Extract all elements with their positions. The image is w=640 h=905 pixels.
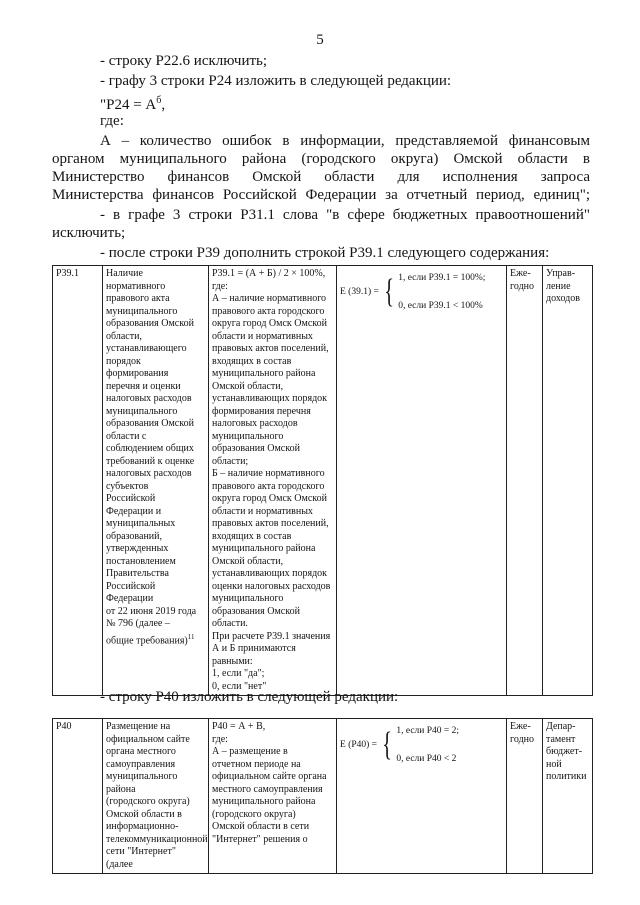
definition-a-line2: органом муниципального района (городского округа) Омской области в <box>52 151 590 167</box>
row-code-cell <box>53 266 103 696</box>
definition-a-line1: А – количество ошибок в информации, представляемой финансовым <box>100 133 590 149</box>
formula-r24-base: "Р24 = А <box>100 97 157 113</box>
instruction-r31-line1: - в графе 3 строки Р31.1 слова "в сфере бюджетных правоотношений" <box>100 207 590 223</box>
formula-r24-exponent: б <box>156 95 162 106</box>
formula-cell <box>209 266 337 696</box>
evaluation-piecewise <box>340 272 503 312</box>
evaluation-case-1: 1, если Р40 = 2; <box>396 726 460 736</box>
calculation-formula: Р40 = А + В, где: А – размещение в отчетном периоде на официальном сайте органа местного самоуправления муниципального района (городского округа) Омской области в сети "Интернет" решения о <box>212 721 327 845</box>
responsible-unit: Депар- тамент бюджет- ной политики <box>546 721 587 782</box>
table-row <box>53 266 593 696</box>
evaluation-case-2: 0, если Р40 < 2 <box>396 754 457 764</box>
definition-a-line3: Министерство финансов Омской области для исполнения запроса <box>52 169 590 185</box>
where-label: где: <box>100 113 124 129</box>
indicator-name-cell <box>103 266 209 696</box>
footnote-marker: 11 <box>187 632 195 641</box>
instruction-remove-row: - строку Р22.6 исключить; <box>100 53 268 69</box>
instruction-r31-line2: исключить; <box>52 225 126 241</box>
evaluation-cases <box>396 725 459 765</box>
table-row <box>53 719 593 874</box>
formula-r24 <box>100 92 165 114</box>
instruction-edit-r40: - строку Р40 изложить в следующей редакции: <box>100 689 399 705</box>
formula-cell <box>209 719 337 874</box>
table-r39-1 <box>52 265 593 696</box>
indicator-name-cell <box>103 719 209 874</box>
calculation-formula: Р39.1 = (А + Б) / 2 × 100%, где: А – наличие нормативного правового акта городского округа город Омск Омской области и нормативных правовых актов поселений, входящих в состав муниципального района Омской области, устанавливающих порядок формирования перечня налоговых расходов муниципального образования Омской области; Б – наличие нормативного правового акта городского округа город Омск Омской области и нормативных правовых актов поселений, входящих в состав муниципального района Омской области, устанавливающих порядок оценки налоговых расходов муниципального образования Омской области. При расчете Р39.1 значения А и Б принимаются равными: 1, если "да"; 0, если "нет" <box>212 268 331 692</box>
row-code-cell <box>53 719 103 874</box>
evaluation-case-2: 0, если Р39.1 < 100% <box>398 301 483 311</box>
definition-a-line4: Министерства финансов Российской Федерации за отчетный период, единиц"; <box>52 187 590 203</box>
indicator-name: Размещение на официальном сайте органа местного самоуправления муниципального района (городского округа) Омской области в информационно- телекоммуникационной сети "Интернет" (далее <box>106 721 208 870</box>
brace-glyph: { <box>384 273 394 310</box>
evaluation-label: Е (Р40) = <box>340 740 378 750</box>
brace-glyph: { <box>382 726 393 763</box>
instruction-add-r39-1: - после строки Р39 дополнить строкой Р39.1 следующего содержания: <box>100 245 550 261</box>
evaluation-cell <box>337 266 507 696</box>
evaluation-cases <box>398 272 485 312</box>
period-cell <box>507 266 543 696</box>
responsible-unit: Управ- ление доходов <box>546 268 580 304</box>
responsible-cell <box>543 719 593 874</box>
formula-r24-tail: , <box>161 97 166 113</box>
responsible-cell <box>543 266 593 696</box>
period: Еже- годно <box>510 268 535 292</box>
table-r40 <box>52 718 593 874</box>
evaluation-cell <box>337 719 507 874</box>
evaluation-piecewise <box>340 725 503 765</box>
period-cell <box>507 719 543 874</box>
row-code: Р39.1 <box>56 268 80 279</box>
evaluation-case-1: 1, если Р39.1 = 100%; <box>398 273 486 283</box>
row-code: Р40 <box>56 721 72 732</box>
evaluation-label: Е (39.1) = <box>340 287 379 297</box>
instruction-edit-r24: - графу 3 строки Р24 изложить в следующей редакции: <box>100 73 452 89</box>
indicator-name: Наличие нормативного правового акта муниципального образования Омской области, устанавливающего порядок формирования перечня и оценки налоговых расходов муниципального образования Омской области с соблюдением общих требований к оценке налоговых расходов субъектов Российской Федерации и муниципальных образований, утвержденных постановлением Правительства Российской Федерации от 22 июня 2019 года № 796 (далее – общие требования) <box>106 268 197 646</box>
period: Еже- годно <box>510 721 535 745</box>
page-number: 5 <box>316 32 324 48</box>
